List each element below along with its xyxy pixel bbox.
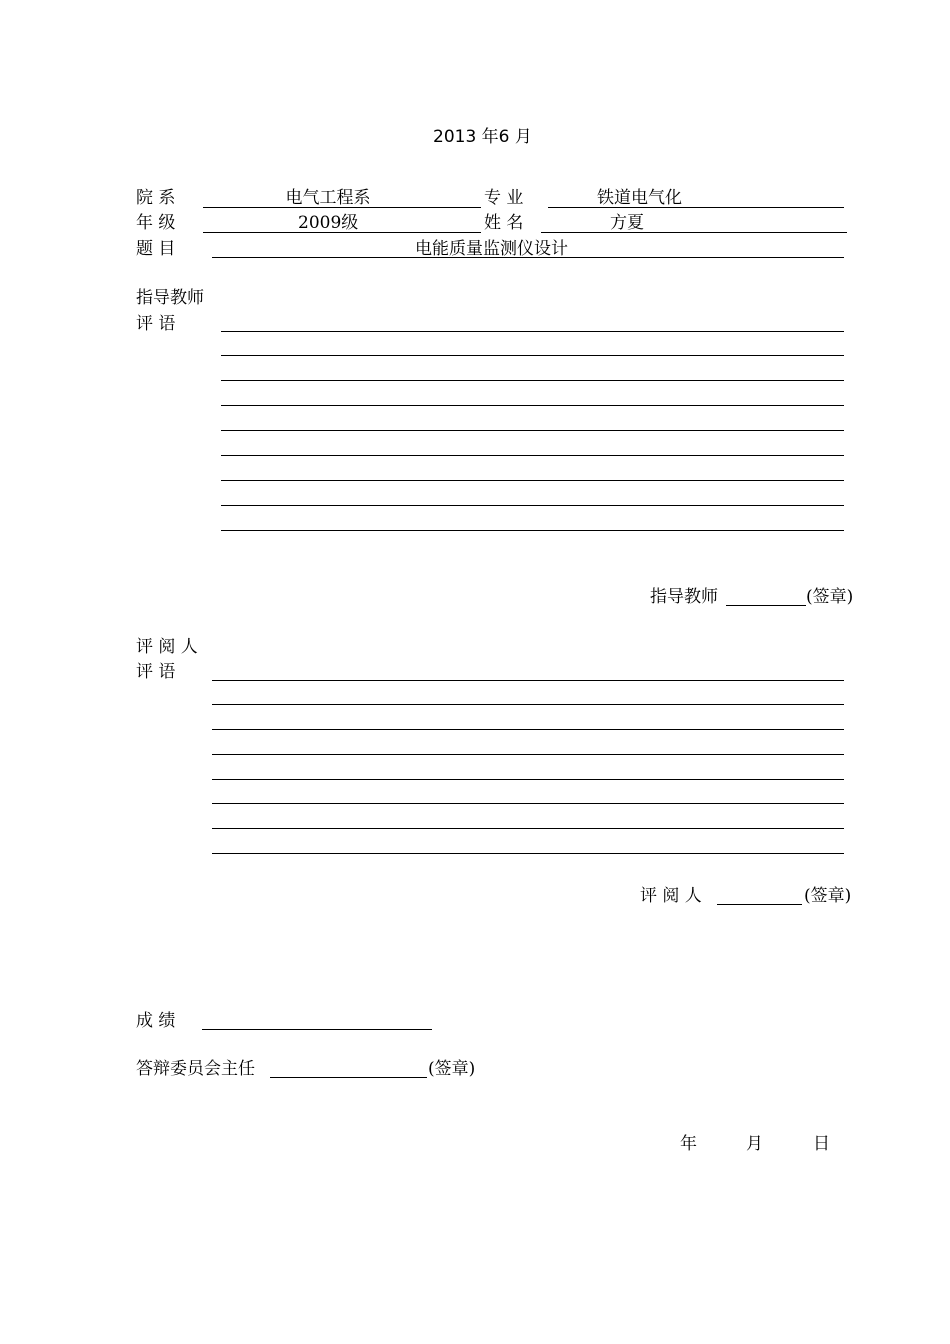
advisor-heading: 指导教师 — [136, 288, 204, 308]
date-line: 2013 年6 月 — [433, 127, 532, 147]
reviewer-sign-line — [717, 904, 802, 905]
name-underline — [541, 232, 847, 233]
major-value: 铁道电气化 — [597, 188, 682, 208]
advisor-sign-label: 指导教师 — [650, 587, 718, 607]
comment-line — [212, 828, 844, 829]
advisor-sign-line — [726, 605, 806, 606]
advisor-comment-label: 评 语 — [136, 314, 176, 334]
comment-line — [221, 530, 844, 531]
dept-value: 电气工程系 — [285, 188, 371, 208]
score-label: 成 绩 — [136, 1011, 176, 1031]
committee-label: 答辩委员会主任 — [136, 1059, 255, 1079]
name-value: 方夏 — [610, 213, 644, 233]
footer-day: 日 — [813, 1134, 830, 1154]
comment-line — [221, 380, 844, 381]
committee-sign-suffix: (签章) — [428, 1059, 476, 1079]
comment-line — [212, 853, 844, 854]
committee-sign-line — [270, 1077, 427, 1078]
footer-year: 年 — [680, 1134, 697, 1154]
topic-label: 题 目 — [136, 239, 176, 259]
comment-line — [221, 455, 844, 456]
comment-line — [221, 480, 844, 481]
comment-line — [212, 729, 844, 730]
reviewer-sign-label: 评 阅 人 — [640, 886, 702, 906]
comment-line — [221, 331, 844, 332]
reviewer-heading: 评 阅 人 — [136, 637, 198, 657]
grade-value: 2009级 — [298, 213, 359, 233]
reviewer-comment-label: 评 语 — [136, 662, 176, 682]
advisor-sign-suffix: (签章) — [806, 587, 854, 607]
comment-line — [221, 355, 844, 356]
name-label: 姓 名 — [484, 213, 524, 233]
comment-line — [212, 754, 844, 755]
comment-line — [212, 704, 844, 705]
comment-line — [221, 405, 844, 406]
comment-line — [221, 430, 844, 431]
reviewer-sign-suffix: (签章) — [804, 886, 852, 906]
grade-label: 年 级 — [136, 213, 176, 233]
topic-value: 电能质量监测仪设计 — [415, 239, 568, 259]
dept-label: 院 系 — [136, 188, 176, 208]
major-underline — [548, 207, 844, 208]
score-underline — [202, 1029, 432, 1030]
comment-line — [212, 680, 844, 681]
comment-line — [212, 779, 844, 780]
footer-month: 月 — [746, 1134, 763, 1154]
comment-line — [212, 803, 844, 804]
comment-line — [221, 505, 844, 506]
major-label: 专 业 — [484, 188, 524, 208]
